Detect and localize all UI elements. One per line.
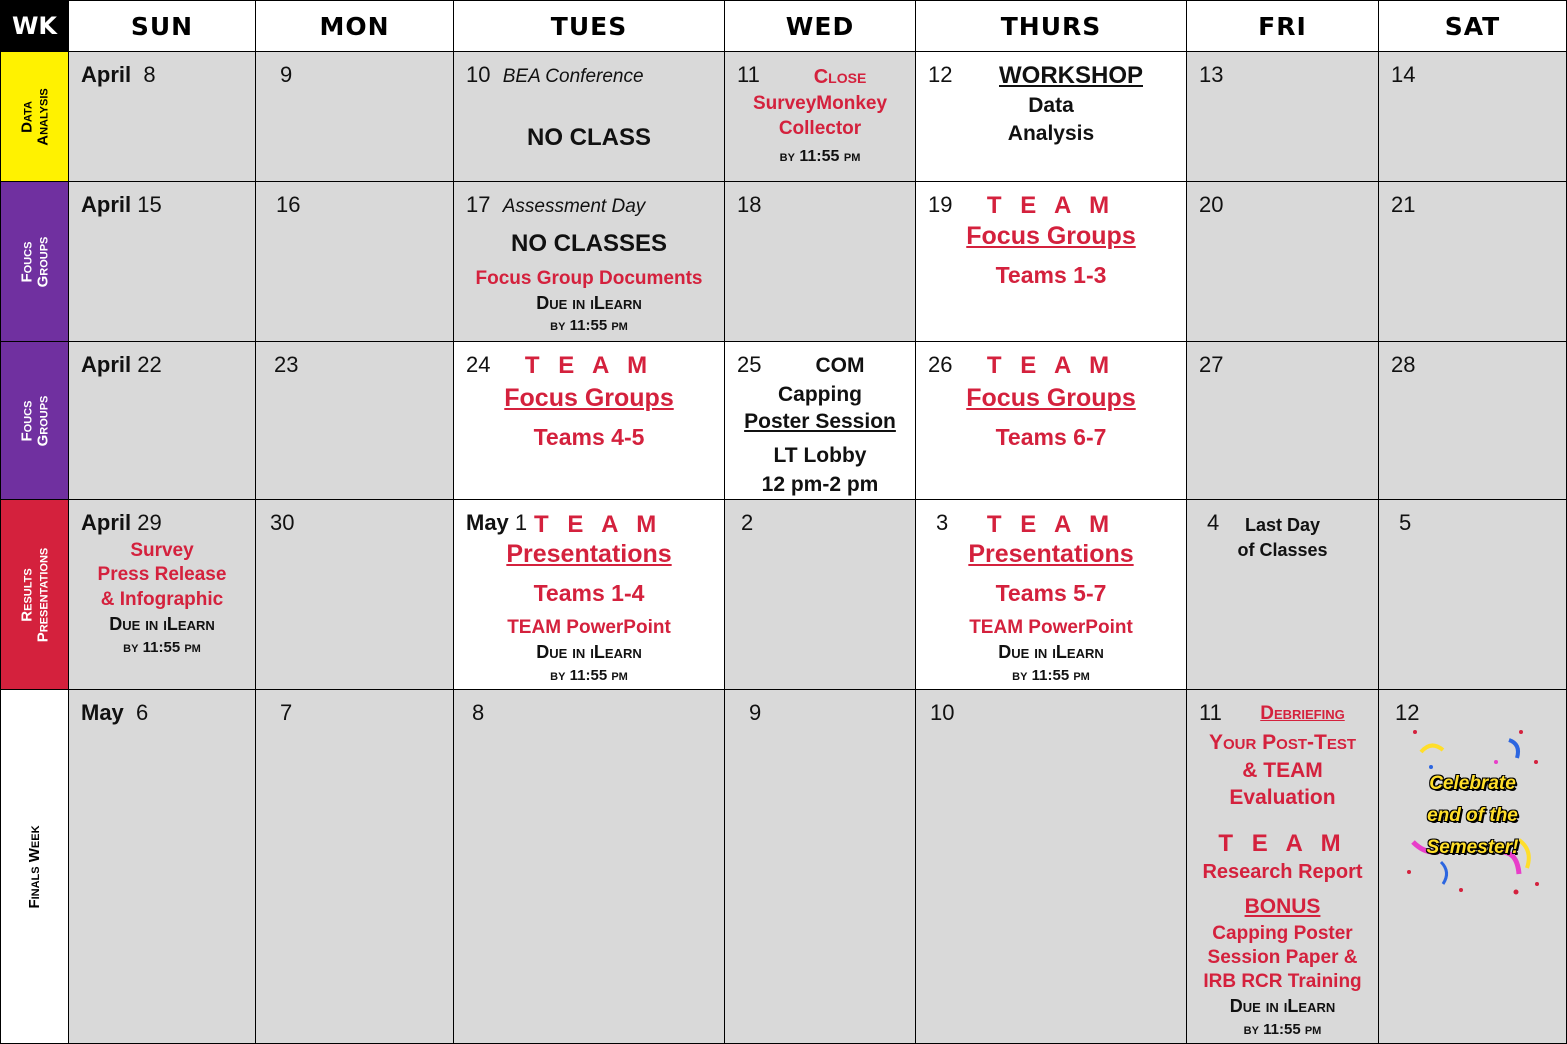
day-cell-may-5: 5 (1378, 499, 1567, 690)
day-cell-may-6: May 6 (68, 689, 256, 1044)
day-cell-apr-11: 11 Close SurveyMonkey Collector by 11:55 pm (724, 51, 916, 182)
week-label-data-analysis: Data Analysis (0, 51, 69, 182)
week-label-finals-week: Finals Week (0, 689, 69, 1044)
celebrate-line-1: Celebrate (1429, 773, 1516, 794)
header-sat: SAT (1378, 0, 1567, 52)
week-label-results-presentations: Results Presentations (0, 499, 69, 690)
day-cell-may-8: 8 (453, 689, 725, 1044)
header-tue: TUES (453, 0, 725, 52)
day-cell-apr-24: 24 T E A M Focus Groups Teams 4-5 (453, 341, 725, 500)
celebrate-line-3: Semester! (1426, 837, 1519, 858)
day-cell-apr-10: 10 BEA Conference NO CLASS (453, 51, 725, 182)
header-thu: THURS (915, 0, 1187, 52)
celebrate-line-2: end of the (1427, 805, 1518, 826)
header-wk: WK (0, 0, 69, 52)
week-label-focus-groups-1: Foucs Groups (0, 181, 69, 342)
day-cell-may-4: 4 Last Day of Classes (1186, 499, 1379, 690)
day-cell-apr-15: April 15 (68, 181, 256, 342)
header-fri: FRI (1186, 0, 1379, 52)
day-cell-may-10: 10 (915, 689, 1187, 1044)
day-cell-apr-29: April 29 Survey Press Release & Infographic Due in iLearn by 11:55 pm (68, 499, 256, 690)
day-cell-may-3: 3 T E A M Presentations Teams 5-7 TEAM PowerPoint Due in iLearn by 11:55 pm (915, 499, 1187, 690)
header-sun: SUN (68, 0, 256, 52)
day-cell-apr-26: 26 T E A M Focus Groups Teams 6-7 (915, 341, 1187, 500)
day-cell-may-1: May 1 T E A M Presentations Teams 1-4 TEAM PowerPoint Due in iLearn by 11:55 pm (453, 499, 725, 690)
header-wed: WED (724, 0, 916, 52)
day-cell-apr-19: 19 T E A M Focus Groups Teams 1-3 (915, 181, 1187, 342)
day-cell-apr-27: 27 (1186, 341, 1379, 500)
day-cell-apr-12: 12 WORKSHOP Data Analysis (915, 51, 1187, 182)
day-cell-apr-22: April 22 (68, 341, 256, 500)
week-label-focus-groups-2: Foucs Groups (0, 341, 69, 500)
day-cell-apr-13: 13 (1186, 51, 1379, 182)
day-cell-apr-28: 28 (1378, 341, 1567, 500)
day-cell-may-12: 12 Celebrate end of the Semester! (1378, 689, 1567, 1044)
day-cell-apr-23: 23 (255, 341, 454, 500)
day-cell-apr-8: April 8 (68, 51, 256, 182)
day-cell-apr-16: 16 (255, 181, 454, 342)
day-cell-may-2: 2 (724, 499, 916, 690)
header-mon: MON (255, 0, 454, 52)
day-cell-apr-17: 17 Assessment Day NO CLASSES Focus Group Documents Due in iLearn by 11:55 pm (453, 181, 725, 342)
day-cell-apr-18: 18 (724, 181, 916, 342)
day-cell-apr-25: 25 COM Capping Poster Session LT Lobby 12 pm-2 pm (724, 341, 916, 500)
day-cell-apr-21: 21 (1378, 181, 1567, 342)
day-cell-may-7: 7 (255, 689, 454, 1044)
day-cell-may-11: 11 Debriefing Your Post-Test & TEAM Evaluation T E A M Research Report BONUS Capping Poster Session Paper & IRB RCR Training Due in iLearn by 11:55 pm (1186, 689, 1379, 1044)
day-cell-apr-30: 30 (255, 499, 454, 690)
day-cell-may-9: 9 (724, 689, 916, 1044)
day-cell-apr-20: 20 (1186, 181, 1379, 342)
day-cell-apr-14: 14 (1378, 51, 1567, 182)
day-cell-apr-9: 9 (255, 51, 454, 182)
